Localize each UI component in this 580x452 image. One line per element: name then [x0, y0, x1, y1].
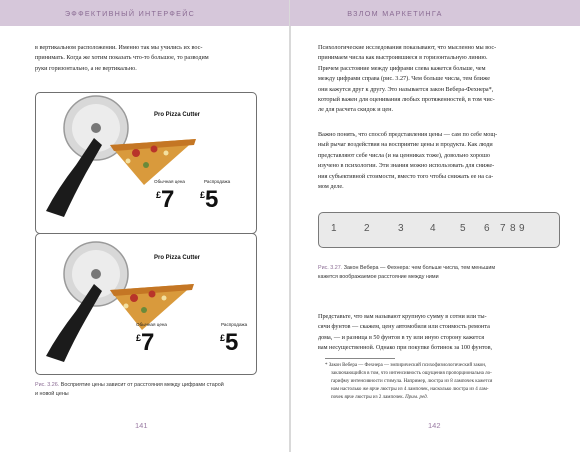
- page-number-right: 142: [428, 421, 441, 430]
- body-line: они кажутся друг к другу. Это называется закон Вебера-Фехнера*,: [318, 85, 494, 93]
- running-head-right: [290, 0, 580, 26]
- sale-price: [200, 188, 218, 212]
- caption-text: Восприятие цены зависит от расстояния между цифрами старой: [60, 382, 224, 388]
- caption-number: Рис. 3.26.: [35, 382, 60, 388]
- footnote-line: почек ярче люстры из 2 лампочек.: [331, 395, 404, 400]
- scale-digit: 3: [398, 223, 404, 234]
- scale-digit: 1: [331, 223, 337, 234]
- body-line: ле для расчета скидок и цен.: [318, 106, 394, 114]
- body-line: вам несущественной. Однако при покупке ботинок за 100 фунтов,: [318, 344, 493, 352]
- body-line: Представьте, что вам называют крупную сумму в сотни или ты-: [318, 313, 487, 320]
- scale-digit: 4: [430, 223, 436, 234]
- sale-price-value: 5: [225, 329, 239, 356]
- sale-price-label: Распродажа: [221, 322, 248, 327]
- body-line: руки горизонтально, а не вертикально.: [35, 64, 137, 72]
- caption-text: и новой цены: [35, 391, 69, 397]
- sale-price-value: 5: [205, 186, 219, 213]
- body-line: Причем расстояние между цифрами слева кажется больше, чем: [318, 64, 486, 72]
- sale-price-label: Распродажа: [204, 179, 231, 184]
- caption-text: Закон Вебера — Фехнера: чем больше числа, тем меньшим: [343, 265, 496, 271]
- footnote-line: гарифму интенсивности стимула. Например, люстра из 8 лампочек кажется: [331, 379, 493, 384]
- regular-price: [156, 188, 174, 212]
- body-line: который важен для оценивания любых протяженностей, в том чис-: [318, 96, 495, 103]
- body-line: в вертикальном расположении. Именно так мы учились их вос-: [35, 44, 203, 51]
- caption-text: кажется воображаемое расстояние между ними: [318, 274, 439, 280]
- body-line: между цифрами справа (рис. 3.27). Чем больше числа, тем ближе: [318, 75, 490, 83]
- currency-symbol: £: [136, 333, 142, 343]
- running-head-left: [0, 0, 290, 26]
- ad-title: Pro Pizza Cutter: [154, 255, 201, 261]
- footnote-line: заключающийся в том, что интенсивность ощущения пропорциональна ло-: [331, 371, 492, 376]
- number-line-figure: [318, 212, 560, 248]
- regular-price-value: 7: [161, 186, 175, 213]
- regular-price: [136, 331, 154, 355]
- scale-digit: 5: [460, 223, 466, 234]
- body-line: сячи фунтов — скажем, цену автомобиля или стоимость ремонта: [318, 323, 490, 331]
- body-line: принимать. Когда же хотим показать что-то большое, то разводим: [35, 54, 209, 62]
- body-line: Важно понять, что способ представления цены — сам по себе мощ-: [318, 131, 498, 138]
- running-head-left-text: ЭФФЕКТИВНЫЙ ИНТЕРФЕЙС: [64, 8, 196, 18]
- footnote-editor-note: Прим. ред.: [405, 395, 428, 400]
- ad-title: Pro Pizza Cutter: [154, 112, 201, 118]
- body-line: дома, — и разница в 50 фунтов в ту или иную сторону кажется: [318, 333, 485, 341]
- pizza-cutter-ad-far: [35, 233, 257, 375]
- sale-price: [220, 331, 238, 355]
- currency-symbol: £: [156, 190, 162, 200]
- body-line: изучено в психологии. Эти знания можно использовать для сниже-: [318, 162, 495, 170]
- pizza-cutter-ad-close: [35, 92, 257, 234]
- caption-number: Рис. 3.27.: [318, 265, 343, 271]
- body-line: ный рычаг воздействия на восприятие цены и продукта. Как люди: [318, 141, 493, 149]
- currency-symbol: £: [220, 333, 226, 343]
- body-line: ния субъективной стоимости, вместо того чтобы снижать ее на са-: [318, 172, 494, 180]
- regular-price-label: Обычная цена: [136, 322, 167, 327]
- scale-digit: 8: [510, 223, 516, 234]
- footnote-rule: [325, 358, 395, 359]
- scale-digit: 9: [519, 223, 525, 234]
- page-number-left: 141: [135, 421, 148, 430]
- body-line: мом деле.: [318, 183, 344, 190]
- body-line: представляют себе числа (и на ценниках тоже), довольно хорошо: [318, 151, 490, 159]
- regular-price-label: Обычная цена: [154, 179, 185, 184]
- scale-digit: 7: [500, 223, 506, 234]
- scale-digit: 2: [364, 223, 370, 234]
- currency-symbol: £: [200, 190, 206, 200]
- regular-price-value: 7: [141, 329, 155, 356]
- right-page: [290, 0, 580, 452]
- running-head-right-text: ВЗЛОМ МАРКЕТИНГА: [347, 8, 443, 18]
- body-line: Психологические исследования показывают, что мысленно мы вос-: [318, 44, 497, 51]
- body-line: принимаем числа как выстроившиеся в горизонтальную линию.: [318, 54, 488, 62]
- pizza-cutter-illustration: [36, 93, 256, 233]
- scale-digit: 6: [484, 223, 490, 234]
- footnote-line: нам настолько же ярче люстры из 4 лампочек, насколько люстра из 4 лам-: [331, 387, 489, 392]
- footnote-line: * Закон Вебера — Фехнера — эмпирический психофизиологический закон,: [325, 363, 487, 368]
